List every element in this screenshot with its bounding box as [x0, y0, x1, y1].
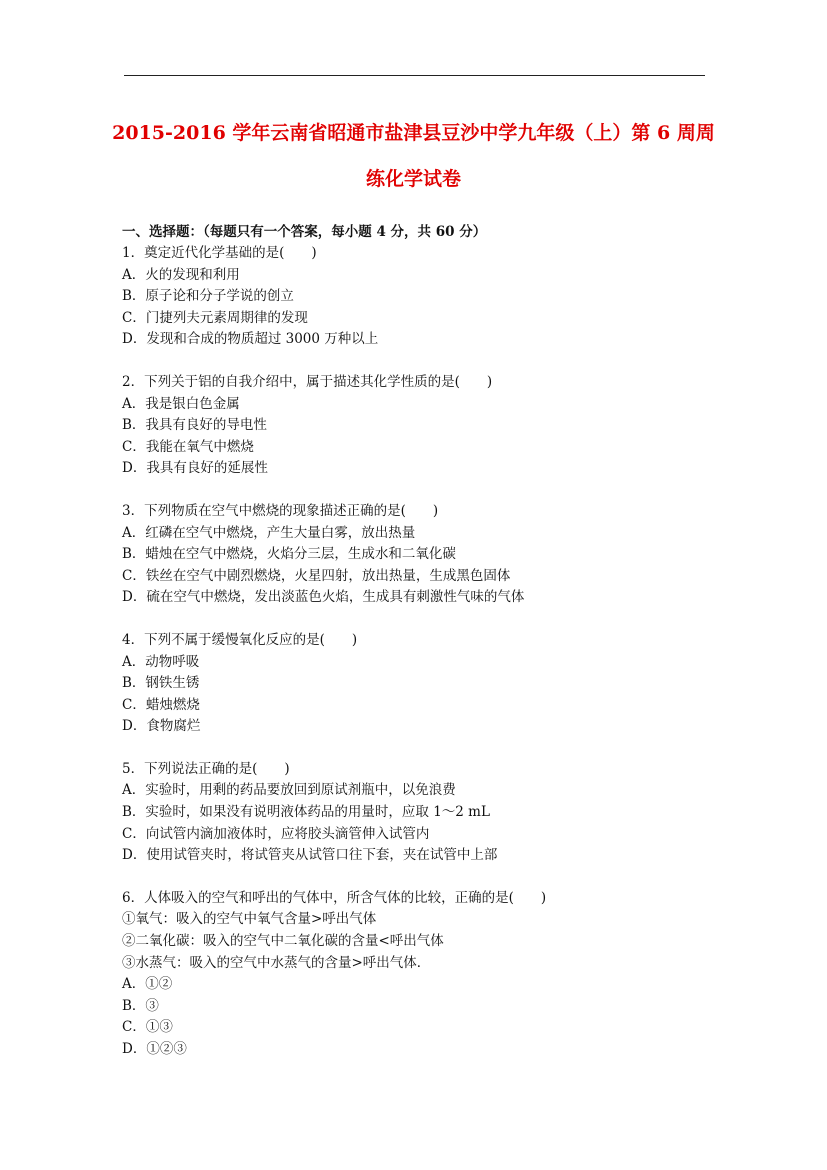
answer-option: B．实验时，如果没有说明液体药品的用量时，应取 1～2 mL — [122, 804, 490, 821]
answer-option: B．我具有良好的导电性 — [122, 417, 267, 434]
answer-option: A．我是银白色金属 — [122, 395, 240, 412]
answer-option: A．动物呼吸 — [122, 653, 200, 670]
question-statement: ②二氧化碳：吸入的空气中二氧化碳的含量<呼出气体 — [122, 933, 444, 950]
question-1 — [122, 243, 722, 351]
question-statement: ③水蒸气：吸入的空气中水蒸气的含量>呼出气体． — [122, 954, 431, 971]
answer-option: C．向试管内滴加液体时，应将胶头滴管伸入试管内 — [122, 825, 430, 842]
question-stem: 6．人体吸入的空气和呼出的气体中，所含气体的比较，正确的是( ) — [122, 889, 547, 906]
question-stem: 4．下列不属于缓慢氧化反应的是( ) — [122, 631, 358, 648]
title-line-2: 练化学试卷 — [365, 168, 461, 190]
answer-option: B．③ — [122, 997, 159, 1014]
header-rule — [124, 75, 705, 76]
answer-option: A．①② — [122, 976, 173, 993]
answer-option: D．①②③ — [122, 1041, 187, 1057]
answer-option: D．发现和合成的物质超过 3000 万种以上 — [122, 331, 379, 348]
answer-option: D．我具有良好的延展性 — [122, 460, 268, 477]
question-stem: 5．下列说法正确的是( ) — [122, 760, 290, 777]
question-list — [122, 243, 722, 1061]
answer-option: C．我能在氧气中燃烧 — [122, 438, 254, 455]
answer-option: D．食物腐烂 — [122, 718, 201, 735]
answer-option: C．蜡烛燃烧 — [122, 696, 200, 713]
question-stem: 3．下列物质在空气中燃烧的现象描述正确的是( ) — [122, 502, 439, 519]
question-2 — [122, 372, 722, 480]
answer-option: B．钢铁生锈 — [122, 675, 200, 692]
question-6 — [122, 888, 722, 1061]
section-heading: 一、选择题：（每题只有一个答案，每小题 4 分，共 60 分） — [122, 224, 487, 240]
answer-option: D．使用试管夹时，将试管夹从试管口往下套，夹在试管中上部 — [122, 847, 498, 864]
question-4 — [122, 630, 722, 738]
answer-option: C．门捷列夫元素周期律的发现 — [122, 309, 308, 326]
answer-option: A．实验时，用剩的药品要放回到原试剂瓶中，以免浪费 — [122, 782, 456, 799]
title-line-1: 2015-2016 学年云南省昭通市盐津县豆沙中学九年级（上）第 6 周周 — [112, 122, 715, 144]
page-title — [100, 110, 727, 202]
question-stem: 2．下列关于铝的自我介绍中，属于描述其化学性质的是( ) — [122, 373, 493, 390]
question-statement: ①氧气：吸入的空气中氧气含量>呼出气体 — [122, 911, 377, 928]
exam-content — [122, 221, 722, 1082]
answer-option: B．蜡烛在空气中燃烧，火焰分三层，生成水和二氧化碳 — [122, 546, 456, 563]
answer-option: B．原子论和分子学说的创立 — [122, 288, 294, 305]
question-stem: 1．奠定近代化学基础的是( ) — [122, 245, 317, 261]
question-5 — [122, 759, 722, 867]
answer-option: C．①③ — [122, 1019, 173, 1036]
question-3 — [122, 501, 722, 609]
answer-option: A．红磷在空气中燃烧，产生大量白雾，放出热量 — [122, 524, 416, 541]
answer-option: C．铁丝在空气中剧烈燃烧，火星四射，放出热量，生成黑色固体 — [122, 567, 511, 584]
answer-option: D．硫在空气中燃烧，发出淡蓝色火焰，生成具有刺激性气味的气体 — [122, 589, 525, 606]
answer-option: A．火的发现和利用 — [122, 266, 240, 283]
